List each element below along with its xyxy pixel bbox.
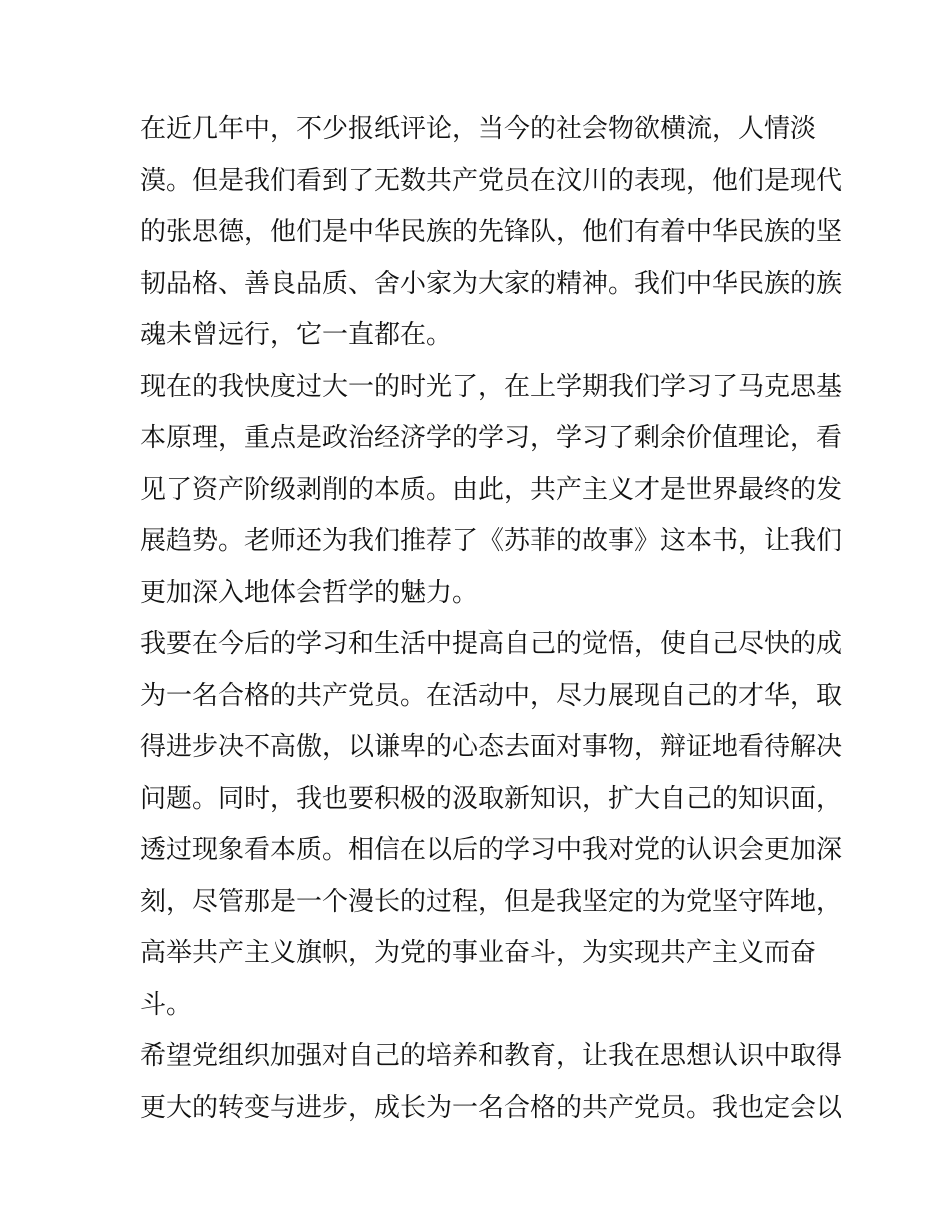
text-line: 问题。同时，我也要积极的汲取新知识，扩大自己的知识面， <box>140 783 843 814</box>
text-line: 更加深入地体会哲学的魅力。 <box>140 577 479 608</box>
text-line: 展趋势。老师还为我们推荐了《苏菲的故事》这本书，让我们 <box>140 526 843 556</box>
text-line: 的张思德，他们是中华民族的先锋队，他们有着中华民族的坚 <box>140 217 843 247</box>
text-line: 透过现象看本质。相信在以后的学习中我对党的认识会更加深 <box>140 835 843 865</box>
text-line: 本原理，重点是政治经济学的学习，学习了剩余价值理论，看 <box>140 423 843 453</box>
text-line: 我要在今后的学习和生活中提高自己的觉悟，使自己尽快的成 <box>140 629 843 659</box>
text-line: 在近几年中，不少报纸评论，当今的社会物欲横流，人情淡 <box>140 114 817 144</box>
paragraph-2 <box>140 368 843 626</box>
paragraph-3 <box>140 625 843 1037</box>
text-line: 斗。 <box>140 989 193 1020</box>
text-line: 希望党组织加强对自己的培养和教育，让我在思想认识中取得 <box>140 1041 843 1071</box>
text-line: 刻，尽管那是一个漫长的过程，但是我坚定的为党坚守阵地， <box>140 886 843 917</box>
text-line: 高举共产主义旗帜，为党的事业奋斗，为实现共产主义而奋 <box>140 938 817 968</box>
text-line: 魂未曾远行，它一直都在。 <box>140 320 453 350</box>
text-line: 得进步决不高傲，以谦卑的心态去面对事物，辩证地看待解决 <box>140 732 843 762</box>
text-line: 更大的转变与进步，成长为一名合格的共产党员。我也定会以 <box>140 1092 843 1123</box>
paragraph-1 <box>140 110 843 368</box>
paragraph-4 <box>140 1037 843 1140</box>
text-line: 为一名合格的共产党员。在活动中，尽力展现自己的才华，取 <box>140 680 843 711</box>
text-line: 见了资产阶级剥削的本质。由此，共产主义才是世界最终的发 <box>140 474 843 505</box>
text-line: 漠。但是我们看到了无数共产党员在汶川的表现，他们是现代 <box>140 165 843 196</box>
text-line: 现在的我快度过大一的时光了，在上学期我们学习了马克思基 <box>140 371 843 402</box>
text-line: 韧品格、善良品质、舍小家为大家的精神。我们中华民族的族 <box>140 268 843 299</box>
